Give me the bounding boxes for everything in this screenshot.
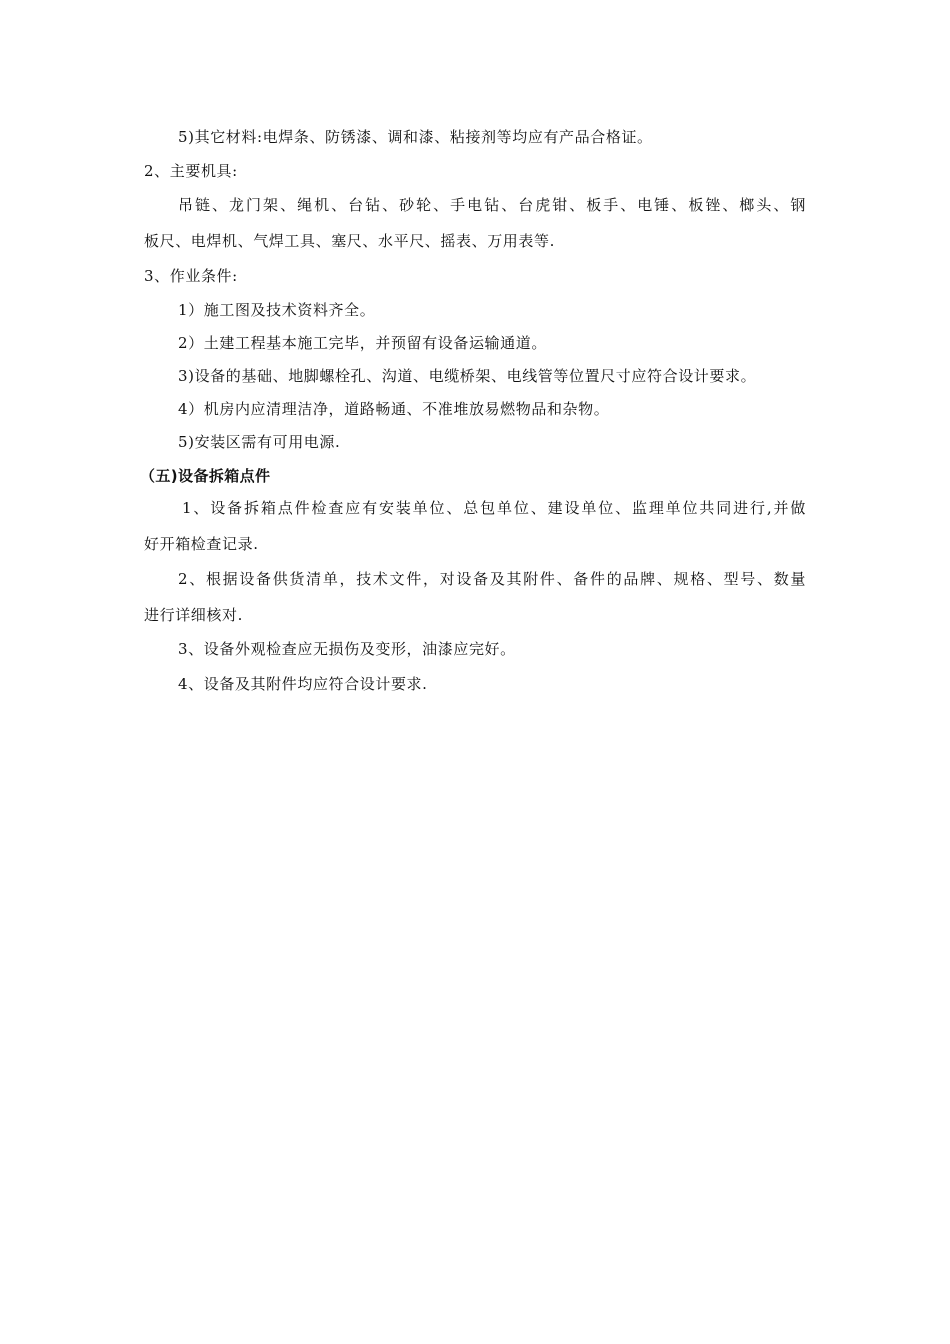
conditions-item-3: 3)设备的基础、地脚螺栓孔、沟道、电缆桥架、电线管等位置尺寸应符合设计要求。 bbox=[178, 367, 757, 385]
materials-item-5: 5)其它材料:电焊条、防锈漆、调和漆、粘接剂等均应有产品合格证。 bbox=[178, 128, 653, 146]
unpacking-p1-line-1: 1、设备拆箱点件检查应有安装单位、总包单位、建设单位、监理单位共同进行,并做 bbox=[182, 499, 806, 517]
conditions-item-5: 5)安装区需有可用电源. bbox=[178, 433, 341, 451]
tools-heading: 2、主要机具: bbox=[144, 162, 238, 180]
unpacking-section-heading: （五)设备拆箱点件 bbox=[140, 467, 271, 485]
conditions-item-1: 1）施工图及技术资料齐全。 bbox=[178, 301, 376, 319]
conditions-heading: 3、作业条件: bbox=[144, 267, 238, 285]
unpacking-p1-line-2: 好开箱检查记录. bbox=[144, 535, 259, 553]
conditions-item-2: 2）土建工程基本施工完毕，并预留有设备运输通道。 bbox=[178, 334, 547, 352]
unpacking-p3: 3、设备外观检查应无损伤及变形，油漆应完好。 bbox=[178, 640, 516, 658]
tools-list-line-2: 板尺、电焊机、气焊工具、塞尺、水平尺、摇表、万用表等. bbox=[144, 232, 555, 250]
tools-list-line-1: 吊链、龙门架、绳机、台钻、砂轮、手电钻、台虎钳、板手、电锤、板锉、榔头、钢 bbox=[178, 196, 806, 214]
unpacking-p2-line-2: 进行详细核对. bbox=[144, 606, 243, 624]
unpacking-p2-line-1: 2、根据设备供货清单，技术文件，对设备及其附件、备件的品牌、规格、型号、数量 bbox=[178, 570, 806, 588]
unpacking-p4: 4、设备及其附件均应符合设计要求. bbox=[178, 675, 428, 693]
conditions-item-4: 4）机房内应清理洁净，道路畅通、不准堆放易燃物品和杂物。 bbox=[178, 400, 610, 418]
